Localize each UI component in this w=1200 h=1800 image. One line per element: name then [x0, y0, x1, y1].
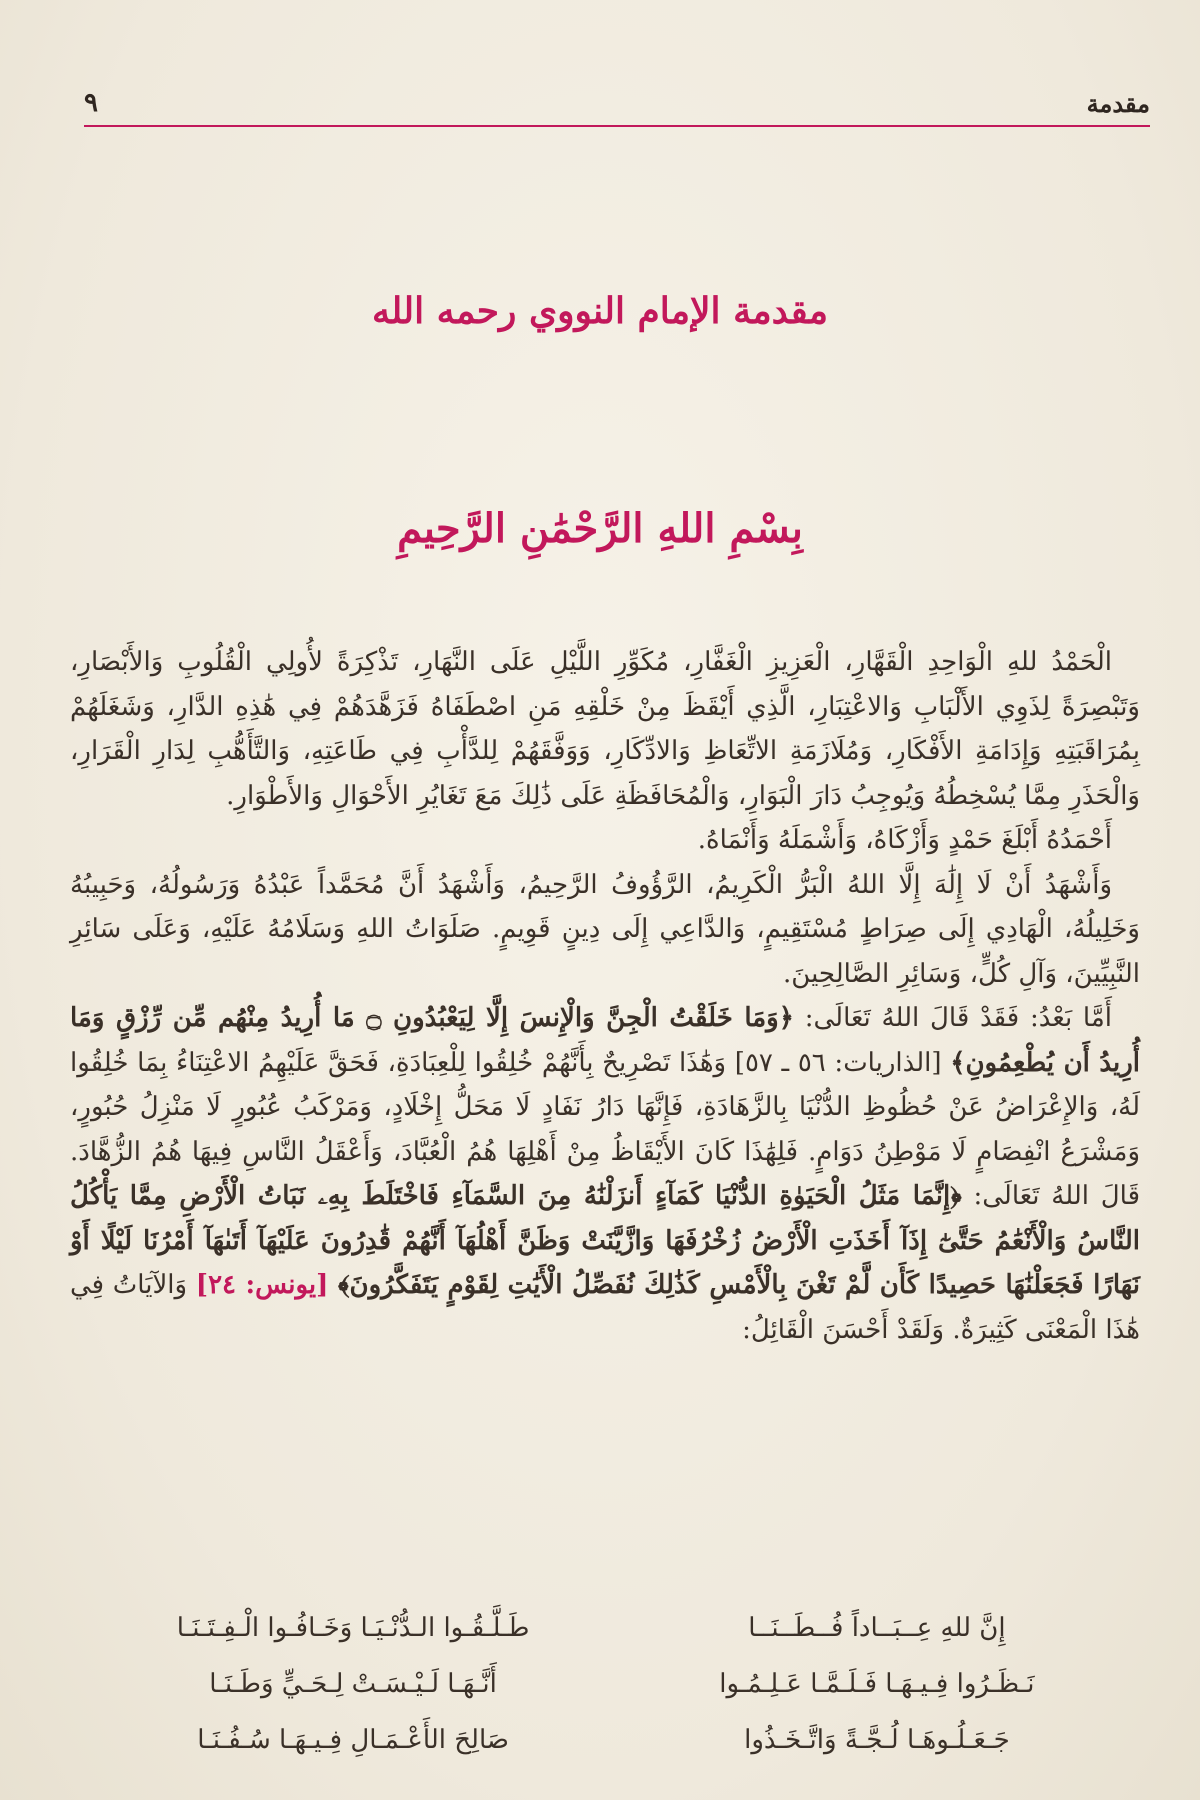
quran-reference: [يونس: ٢٤] [195, 1270, 338, 1300]
verse-second-hemistich: أَنَّـهَـا لَـيْـسَـتْ لِـحَـيٍّ وَطَـنَـا [209, 1669, 497, 1699]
paragraph-shahada: وَأَشْهَدُ أَنْ لَا إِلَٰهَ إِلَّا اللهُ الْبَرُّ الْكَرِيمُ، الرَّؤُوفُ الرَّحِيمُ، وَأَشْهَدُ أَنَّ مُحَمَّداً عَبْدُهُ وَرَسُولُهُ، وَحَبِيبُهُ وَخَلِيلُهُ، الْهَادِي إِلَى صِرَاطٍ مُسْتَقِيمٍ، وَالدَّاعِي إِلَى دِينٍ قَوِيمٍ. صَلَوَاتُ اللهِ وَسَلَامُهُ عَلَيْهِ، وَعَلَى سَائِرِ النَّبِيِّينَ، وَآلِ كُلٍّ، وَسَائِرِ الصَّالِحِينَ. [70, 869, 1140, 989]
page-header [84, 78, 1150, 118]
basmala: بِسْمِ اللهِ الرَّحْمَٰنِ الرَّحِيمِ [397, 505, 803, 552]
text-segment: [الذاريات: ٥٦ ـ ٥٧] وَهَٰذَا تَصْرِيحٌ بِأَنَّهُمْ خُلِقُوا لِلْعِبَادَةِ، فَحَقَّ عَلَيْهِمُ الاعْتِنَاءُ بِمَا خُلِقُوا لَهُ، وَالإِعْرَاضُ عَنْ حُظُوظِ الدُّنْيَا بِالزَّهَادَةِ، فَإِنَّهَا دَارُ نَفَادٍ لَا مَحَلُّ إِخْلَادٍ، وَمَرْكَبُ عُبُورٍ لَا مَنْزِلُ حُبُورٍ، وَمَشْرَعُ انْفِصَامٍ لَا مَوْطِنُ دَوَامٍ. فَلِهَٰذَا كَانَ الأَيْقَاظُ مِنْ أَهْلِهَا هُمُ الْعُبَّادَ، وَأَعْقَلُ النَّاسِ فِيهَا هُمُ الزُّهَّادَ. قَالَ اللهُ تَعَالَى: [70, 1047, 1140, 1211]
poem-verse [130, 1712, 1100, 1768]
paragraph-praise: الْحَمْدُ للهِ الْوَاحِدِ الْقَهَّارِ، الْعَزِيزِ الْغَفَّارِ، مُكَوِّرِ اللَّيْلِ عَلَى النَّهَارِ، تَذْكِرَةً لأُولِي الْقُلُوبِ وَالأَبْصَارِ، وَتَبْصِرَةً لِذَوِي الأَلْبَابِ وَالاعْتِبَارِ، الَّذِي أَيْقَظَ مِنْ خَلْقِهِ مَنِ اصْطَفَاهُ فَزَهَّدَهُمْ فِي هَٰذِهِ الدَّارِ، وَشَغَلَهُمْ بِمُرَاقَبَتِهِ وَإِدَامَةِ الأَفْكَارِ، وَمُلَازَمَةِ الاتِّعَاظِ وَالادِّكَارِ، وَوَفَّقَهُمْ لِلدَّأْبِ فِي طَاعَتِهِ، وَالتَّأَهُّبِ لِدَارِ الْقَرَارِ، وَالْحَذَرِ مِمَّا يُسْخِطُهُ وَيُوجِبُ دَارَ الْبَوَارِ، وَالْمُحَافَظَةِ عَلَى ذَٰلِكَ مَعَ تَغَايُرِ الأَحْوَالِ وَالأَطْوَارِ. [70, 647, 1140, 811]
verse-second-hemistich: طَـلَّـقُـوا الـدُّنْـيَـا وَخَـافُـوا الْـفِـتَـنَـا [176, 1613, 530, 1643]
body-text [70, 640, 1140, 1352]
header-rule [84, 125, 1150, 127]
paragraph-amma-bad [70, 996, 1140, 1352]
verse-first-hemistich: إِنَّ للهِ عِــبَــاداً فُــطَــنَــا [748, 1613, 1006, 1643]
page-number: ٩ [84, 88, 98, 118]
verse-first-hemistich: نَـظَـرُوا فِـيـهَـا فَـلَـمَّـا عَـلِـمُـوا [719, 1669, 1035, 1699]
chapter-title: مقدمة الإمام النووي رحمه الله [371, 290, 829, 332]
paragraph-hamd: أَحْمَدُهُ أَبْلَغَ حَمْدٍ وَأَزْكَاهُ، وَأَشْمَلَهُ وَأَنْمَاهُ. [697, 825, 1112, 855]
quran-quote: ﴿إِنَّمَا مَثَلُ الْحَيَوٰةِ الدُّنْيَا كَمَآءٍ أَنزَلْنَٰهُ مِنَ السَّمَآءِ فَاخْتَلَطَ بِهِۦ نَبَاتُ الْأَرْضِ مِمَّا يَأْكُلُ النَّاسُ وَالْأَنْعَٰمُ حَتَّىٰٓ إِذَآ أَخَذَتِ الْأَرْضُ زُخْرُفَهَا وَازَّيَّنَتْ وَظَنَّ أَهْلُهَآ أَنَّهُمْ قَٰدِرُونَ عَلَيْهَآ أَتَىٰهَآ أَمْرُنَا لَيْلًا أَوْ نَهَارًا فَجَعَلْنَٰهَا حَصِيدًا كَأَن لَّمْ تَغْنَ بِالْأَمْسِ كَذَٰلِكَ نُفَصِّلُ الْأَيَٰتِ لِقَوْمٍ يَتَفَكَّرُونَ﴾ [70, 1181, 1140, 1300]
text-segment: وَالآيَاتُ فِي هَٰذَا الْمَعْنَى كَثِيرَةٌ. وَلَقَدْ أَحْسَنَ الْقَائِلُ: [70, 1270, 1140, 1345]
text-segment: أَمَّا بَعْدُ: فَقَدْ قَالَ اللهُ تَعَالَى: [793, 1003, 1113, 1033]
quran-quote: ﴿وَمَا خَلَقْتُ الْجِنَّ وَالْإِنسَ إِلَّا لِيَعْبُدُونِ ۝ مَا أُرِيدُ مِنْهُم مِّن رِّزْقٍ وَمَا أُرِيدُ أَن يُطْعِمُونِ﴾ [70, 1003, 1141, 1078]
verse-second-hemistich: صَالِحَ الأَعْـمَـالِ فِـيـهَـا سُـفُـنَـا [197, 1725, 509, 1755]
running-head: مقدمة [1086, 89, 1150, 118]
verse-first-hemistich: جَـعَـلُـوهَـا لُـجَّـةً وَاتَّـخَـذُوا [744, 1725, 1010, 1755]
poem-verse [130, 1656, 1100, 1712]
poem [130, 1600, 1100, 1768]
poem-verse [130, 1600, 1100, 1656]
